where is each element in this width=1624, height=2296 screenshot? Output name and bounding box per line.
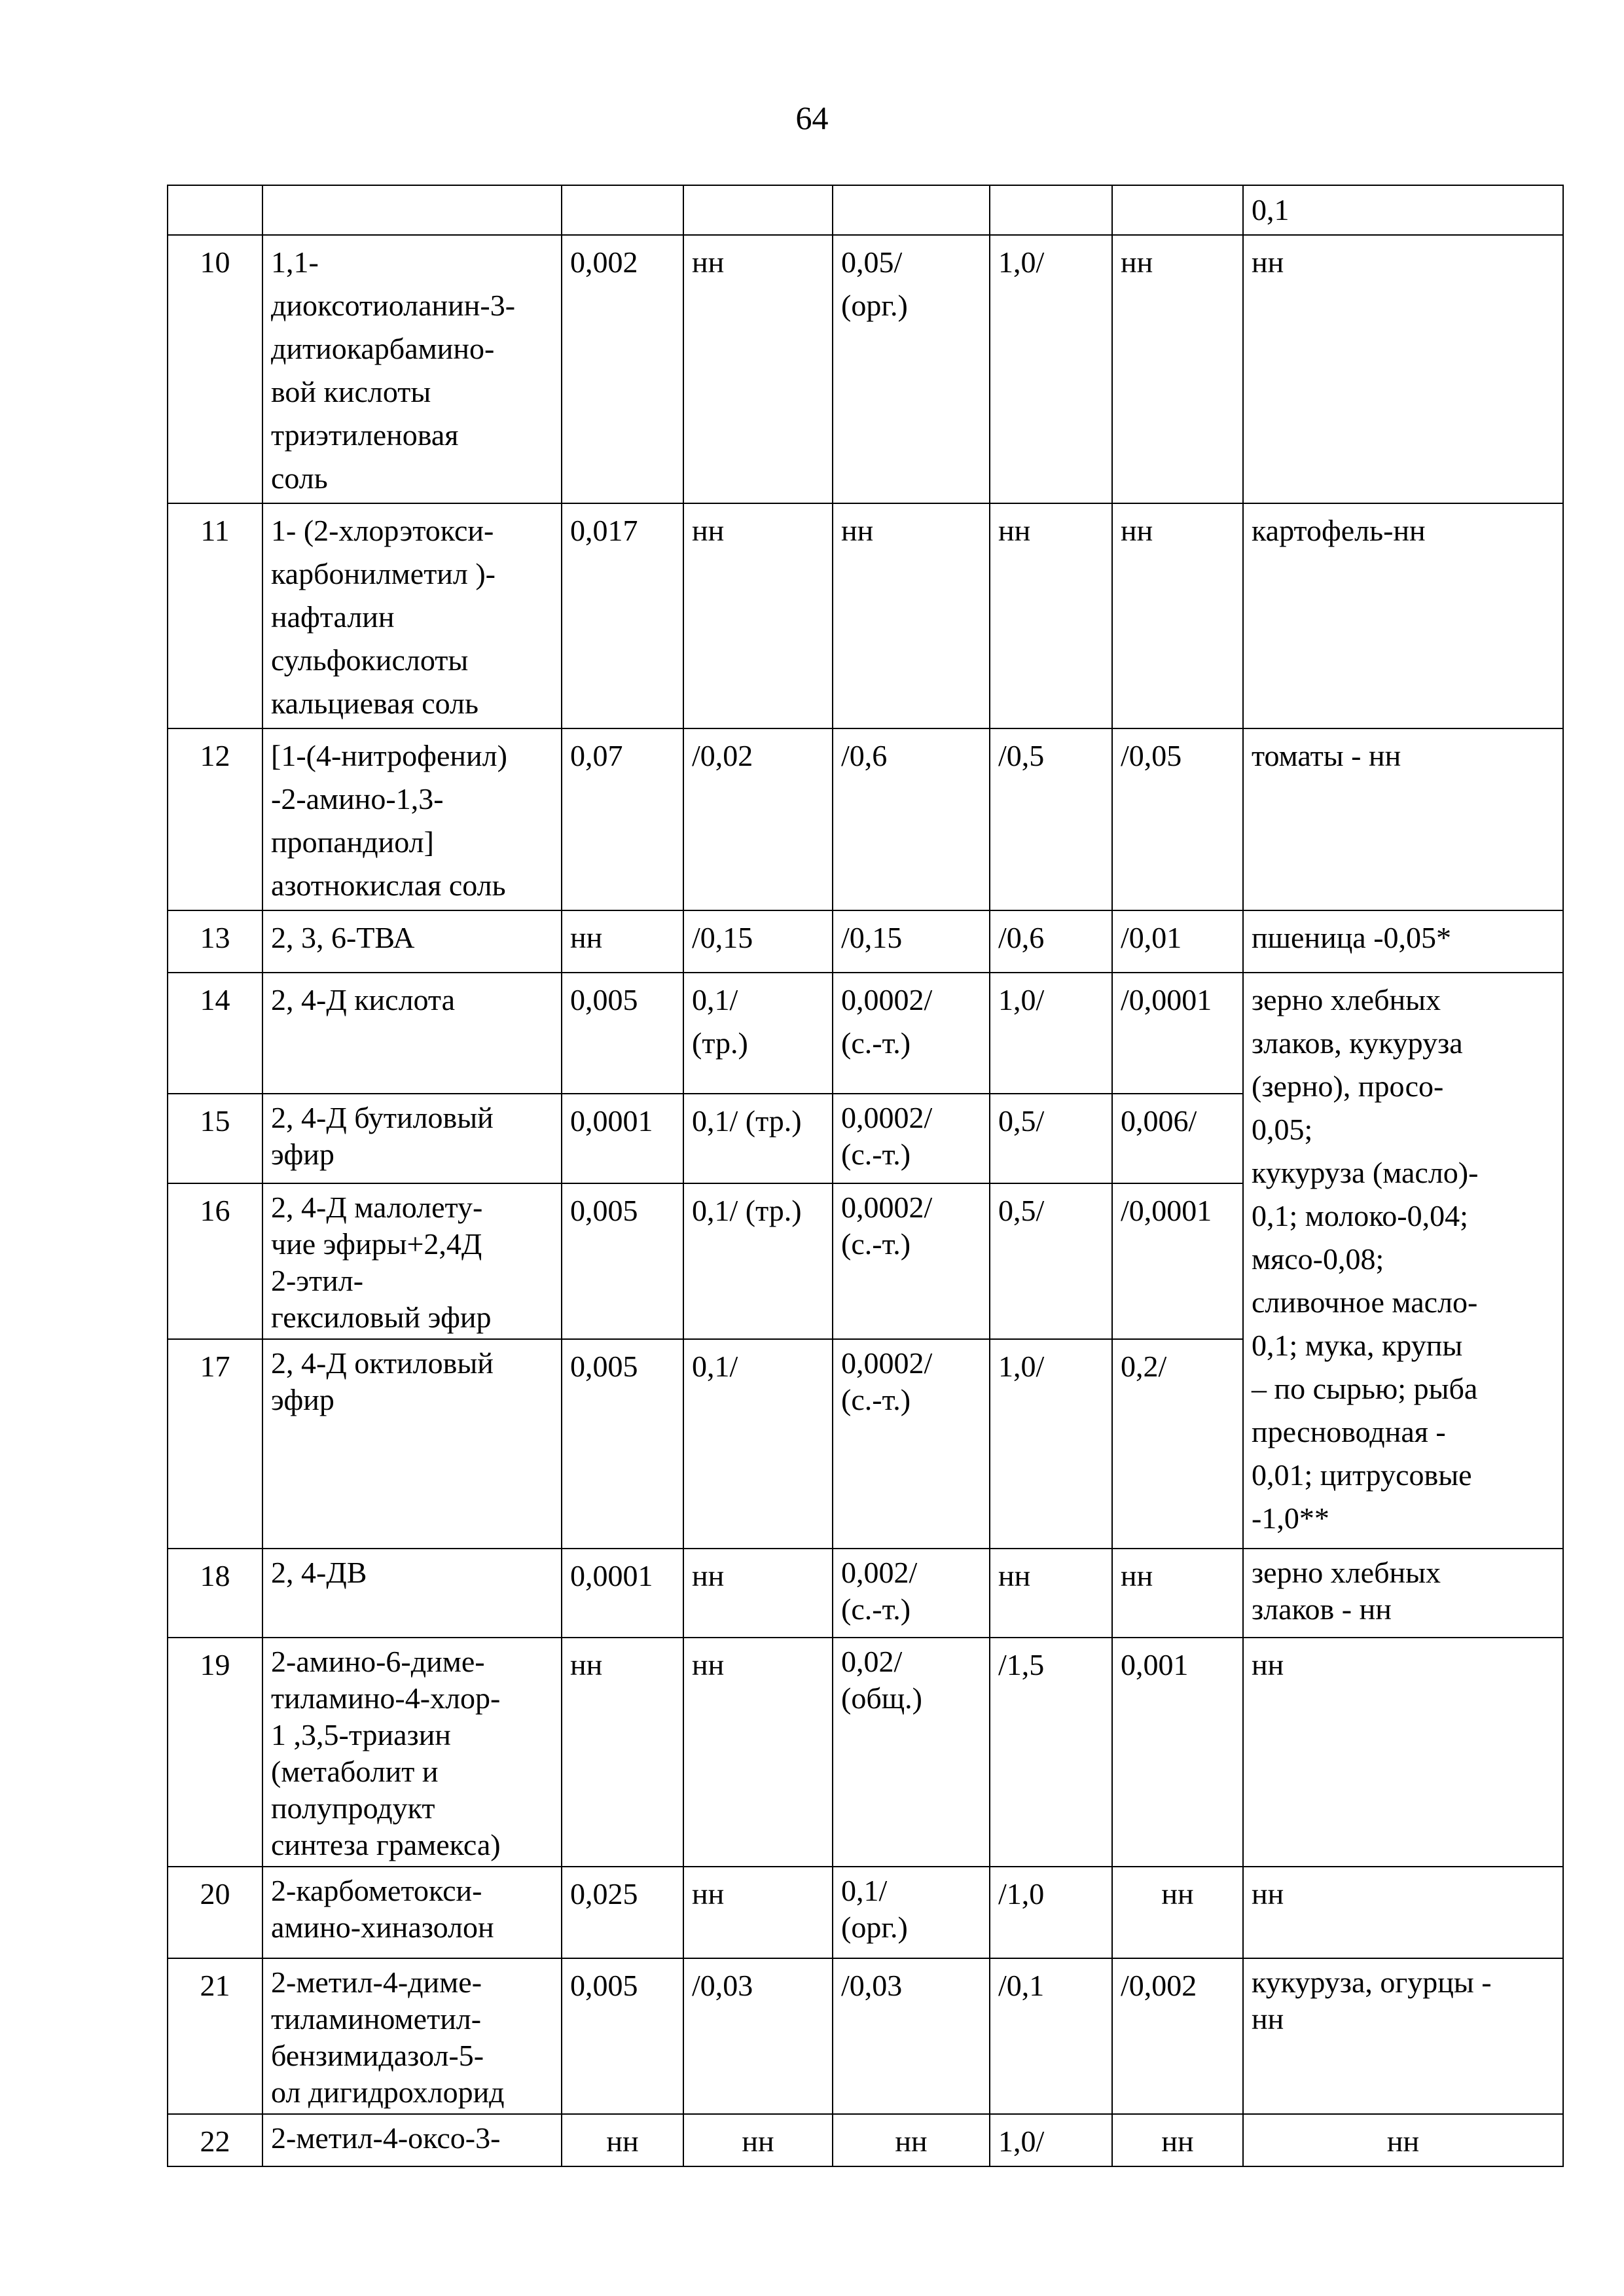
cell-line: сливочное масло-: [1252, 1285, 1478, 1319]
cell-line: пропандиол]: [271, 825, 434, 859]
substance-name: [262, 910, 562, 973]
value-cell: нн: [562, 2114, 683, 2166]
cell-line: эфир: [271, 1138, 334, 1171]
value-cell: нн: [833, 2114, 990, 2166]
cell-line: карбонилметил )-: [271, 557, 496, 590]
value-cell: 1,0/: [990, 1339, 1112, 1549]
cell: [990, 185, 1112, 235]
cell: [683, 185, 833, 235]
value-cell: /0,03: [833, 1958, 990, 2114]
cell-line: (с.-т.): [841, 1138, 911, 1171]
cell-line: дитиокарбамино-: [271, 332, 495, 365]
cell-line: нн: [1252, 2002, 1284, 2036]
cell-line: 0,0002/: [841, 1191, 933, 1224]
row-number: 16: [168, 1183, 262, 1339]
value-cell: нн: [683, 235, 833, 503]
note-cell: нн: [1243, 235, 1563, 503]
value-cell: 0,006/: [1112, 1094, 1243, 1183]
value-cell: нн: [1112, 1549, 1243, 1638]
cell-line: 0,1; мука, крупы: [1252, 1329, 1463, 1362]
cell-line: кальциевая соль: [271, 687, 478, 720]
cell-line: [1-(4-нитрофенил): [271, 739, 507, 772]
cell-line: злаков, кукуруза: [1252, 1026, 1463, 1060]
value-cell: [833, 1867, 990, 1958]
cell-line: 2, 4-Д бутиловый: [271, 1101, 494, 1134]
cell-line: 0,002/: [841, 1556, 918, 1589]
value-cell: нн: [990, 1549, 1112, 1638]
cell-line: (зерно), просо-: [1252, 1069, 1444, 1103]
table-row: [168, 1638, 1563, 1867]
row-number: 19: [168, 1638, 262, 1867]
value-cell: нн: [562, 910, 683, 973]
cell-line: 0,1/: [692, 983, 738, 1016]
row-number: 18: [168, 1549, 262, 1638]
cell-line: 2-амино-6-диме-: [271, 1645, 485, 1678]
cell-line: (общ.): [841, 1681, 922, 1715]
cell: [562, 185, 683, 235]
value-cell: /0,002: [1112, 1958, 1243, 2114]
cell-line: злаков - нн: [1252, 1592, 1392, 1626]
cell-line: нафталин: [271, 600, 395, 634]
cell-line: гексиловый эфир: [271, 1300, 492, 1334]
substance-name: [262, 235, 562, 503]
value-cell: [833, 1183, 990, 1339]
cell: [1112, 185, 1243, 235]
row-number: 17: [168, 1339, 262, 1549]
substance-name: [262, 503, 562, 728]
value-cell: [833, 235, 990, 503]
table-row: [168, 1958, 1563, 2114]
cell-line: 2, 4-Д малолету-: [271, 1191, 483, 1224]
cell: 0,1: [1243, 185, 1563, 235]
cell-line: ол дигидрохлорид: [271, 2075, 505, 2109]
substance-name: [262, 1958, 562, 2114]
merged-note-cell: [1243, 973, 1563, 1549]
cell-line: тиламино-4-хлор-: [271, 1681, 501, 1715]
cell-line: 2-этил-: [271, 1264, 364, 1297]
cell-line: 0,0002/: [841, 1346, 933, 1380]
cell-line: 2, 4-ДВ: [271, 1556, 367, 1589]
cell-line: чие эфиры+2,4Д: [271, 1227, 482, 1261]
cell-line: соль: [271, 461, 328, 495]
value-cell: 0,5/: [990, 1094, 1112, 1183]
value-cell: /0,03: [683, 1958, 833, 2114]
cell-line: пресноводная -: [1252, 1415, 1446, 1448]
value-cell: 0,1/ (тр.): [683, 1094, 833, 1183]
cell-line: амино-хиназолон: [271, 1910, 494, 1944]
cell-line: -1,0**: [1252, 1501, 1329, 1535]
cell-line: – по сырью; рыба: [1252, 1372, 1478, 1405]
table-row-continuation: [168, 185, 1563, 235]
value-cell: [833, 1638, 990, 1867]
substance-name: [262, 728, 562, 910]
cell-line: (орг.): [841, 289, 908, 322]
cell-line: 0,05/: [841, 245, 903, 279]
value-cell: /0,01: [1112, 910, 1243, 973]
note-cell: нн: [1243, 1867, 1563, 1958]
value-cell: нн: [1112, 235, 1243, 503]
value-cell: 1,0/: [990, 973, 1112, 1094]
value-cell: [833, 973, 990, 1094]
cell-line: 2, 3, 6-ТВА: [271, 921, 415, 954]
value-cell: нн: [1112, 503, 1243, 728]
value-cell: /0,6: [990, 910, 1112, 973]
cell-line: 0,0002/: [841, 983, 933, 1016]
cell-line: вой кислоты: [271, 375, 431, 408]
value-cell: /0,15: [833, 910, 990, 973]
note-cell: [1243, 1549, 1563, 1638]
value-cell: нн: [683, 1638, 833, 1867]
cell-line: 1 ,3,5-триазин: [271, 1718, 451, 1751]
value-cell: нн: [683, 2114, 833, 2166]
cell-line: синтеза грамекса): [271, 1828, 501, 1861]
cell: [262, 185, 562, 235]
cell-line: кукуруза (масло)-: [1252, 1156, 1479, 1189]
value-cell: нн: [1112, 1867, 1243, 1958]
value-cell: 0,0001: [562, 1549, 683, 1638]
value-cell: 0,07: [562, 728, 683, 910]
cell-line: 0,0002/: [841, 1101, 933, 1134]
cell-line: зерно хлебных: [1252, 1556, 1441, 1589]
cell: [168, 185, 262, 235]
cell-line: (тр.): [692, 1026, 748, 1060]
row-number: 22: [168, 2114, 262, 2166]
row-number: 21: [168, 1958, 262, 2114]
page-number: 64: [795, 99, 829, 136]
row-number: 12: [168, 728, 262, 910]
row-number: 20: [168, 1867, 262, 1958]
cell-line: 1,1-: [271, 245, 319, 279]
cell-line: триэтиленовая: [271, 418, 459, 452]
cell-line: азотнокислая соль: [271, 869, 506, 902]
value-cell: [833, 1339, 990, 1549]
substance-name: [262, 1867, 562, 1958]
value-cell: /0,6: [833, 728, 990, 910]
note-cell: томаты - нн: [1243, 728, 1563, 910]
value-cell: 0,005: [562, 973, 683, 1094]
value-cell: 0,5/: [990, 1183, 1112, 1339]
cell-line: (с.-т.): [841, 1383, 911, 1416]
value-cell: 0,1/: [683, 1339, 833, 1549]
cell-line: эфир: [271, 1383, 334, 1416]
substance-name: [262, 1094, 562, 1183]
cell-line: 2-карбометокси-: [271, 1874, 482, 1907]
substance-name: [262, 1339, 562, 1549]
row-number: 13: [168, 910, 262, 973]
value-cell: [833, 1094, 990, 1183]
table-row: [168, 503, 1563, 728]
cell: [833, 185, 990, 235]
value-cell: /1,0: [990, 1867, 1112, 1958]
value-cell: нн: [683, 503, 833, 728]
value-cell: /0,1: [990, 1958, 1112, 2114]
value-cell: нн: [990, 503, 1112, 728]
cell-line: 2-метил-4-диме-: [271, 1965, 482, 1999]
substance-name: [262, 2114, 562, 2166]
table-row: [168, 973, 1563, 1094]
value-cell: нн: [833, 503, 990, 728]
value-cell: 0,1/ (тр.): [683, 1183, 833, 1339]
cell-line: 0,02/: [841, 1645, 903, 1678]
value-cell: 0,017: [562, 503, 683, 728]
value-cell: /0,15: [683, 910, 833, 973]
value-cell: /0,05: [1112, 728, 1243, 910]
value-cell: нн: [683, 1549, 833, 1638]
cell-line: 0,1/: [841, 1874, 888, 1907]
table-row: [168, 2114, 1563, 2166]
row-number: 14: [168, 973, 262, 1094]
value-cell: 0,0001: [562, 1094, 683, 1183]
cell-line: 0,1; молоко-0,04;: [1252, 1199, 1468, 1232]
cell-line: (с.-т.): [841, 1026, 911, 1060]
value-cell: /0,02: [683, 728, 833, 910]
residue-limits-table: [167, 185, 1564, 2167]
substance-name: [262, 1638, 562, 1867]
substance-name: [262, 1549, 562, 1638]
cell-line: 0,05;: [1252, 1113, 1313, 1146]
cell-line: 1- (2-хлорэтокси-: [271, 514, 494, 547]
value-cell: 0,2/: [1112, 1339, 1243, 1549]
value-cell: нн: [683, 1867, 833, 1958]
cell-line: (с.-т.): [841, 1592, 911, 1626]
value-cell: 0,001: [1112, 1638, 1243, 1867]
note-cell: картофель-нн: [1243, 503, 1563, 728]
value-cell: /0,0001: [1112, 1183, 1243, 1339]
cell-line: бензимидазол-5-: [271, 2039, 484, 2072]
note-cell: нн: [1243, 2114, 1563, 2166]
cell-line: 2, 4-Д октиловый: [271, 1346, 494, 1380]
cell-line: мясо-0,08;: [1252, 1242, 1384, 1276]
value-cell: [833, 1549, 990, 1638]
substance-name: [262, 973, 562, 1094]
value-cell: /0,5: [990, 728, 1112, 910]
value-cell: 0,002: [562, 235, 683, 503]
value-cell: 0,005: [562, 1183, 683, 1339]
cell-line: тиламинометил-: [271, 2002, 482, 2036]
cell-line: (метаболит и: [271, 1755, 439, 1788]
cell-line: (с.-т.): [841, 1227, 911, 1261]
cell-line: диоксотиоланин-3-: [271, 289, 516, 322]
value-cell: 0,025: [562, 1867, 683, 1958]
cell-line: кукуруза, огурцы -: [1252, 1965, 1492, 1999]
value-cell: нн: [1112, 2114, 1243, 2166]
table-row: [168, 728, 1563, 910]
note-cell: нн: [1243, 1638, 1563, 1867]
value-cell: 0,005: [562, 1958, 683, 2114]
cell-line: (орг.): [841, 1910, 908, 1944]
cell-line: 0,01; цитрусовые: [1252, 1458, 1472, 1492]
value-cell: 1,0/: [990, 2114, 1112, 2166]
table-row: [168, 1549, 1563, 1638]
value-cell: 1,0/: [990, 235, 1112, 503]
note-cell: пшеница -0,05*: [1243, 910, 1563, 973]
cell-line: 2, 4-Д кислота: [271, 983, 456, 1016]
value-cell: [683, 973, 833, 1094]
table-row: [168, 910, 1563, 973]
row-number: 15: [168, 1094, 262, 1183]
cell-line: -2-амино-1,3-: [271, 782, 444, 816]
value-cell: /1,5: [990, 1638, 1112, 1867]
cell-line: зерно хлебных: [1252, 983, 1441, 1016]
substance-name: [262, 1183, 562, 1339]
cell-line: сульфокислоты: [271, 643, 469, 677]
value-cell: нн: [562, 1638, 683, 1867]
value-cell: /0,0001: [1112, 973, 1243, 1094]
row-number: 10: [168, 235, 262, 503]
cell-line: 2-метил-4-оксо-3-: [271, 2121, 501, 2155]
note-cell: [1243, 1958, 1563, 2114]
table-row: [168, 1867, 1563, 1958]
cell-line: полупродукт: [271, 1791, 435, 1825]
table-row: [168, 235, 1563, 503]
value-cell: 0,005: [562, 1339, 683, 1549]
row-number: 11: [168, 503, 262, 728]
